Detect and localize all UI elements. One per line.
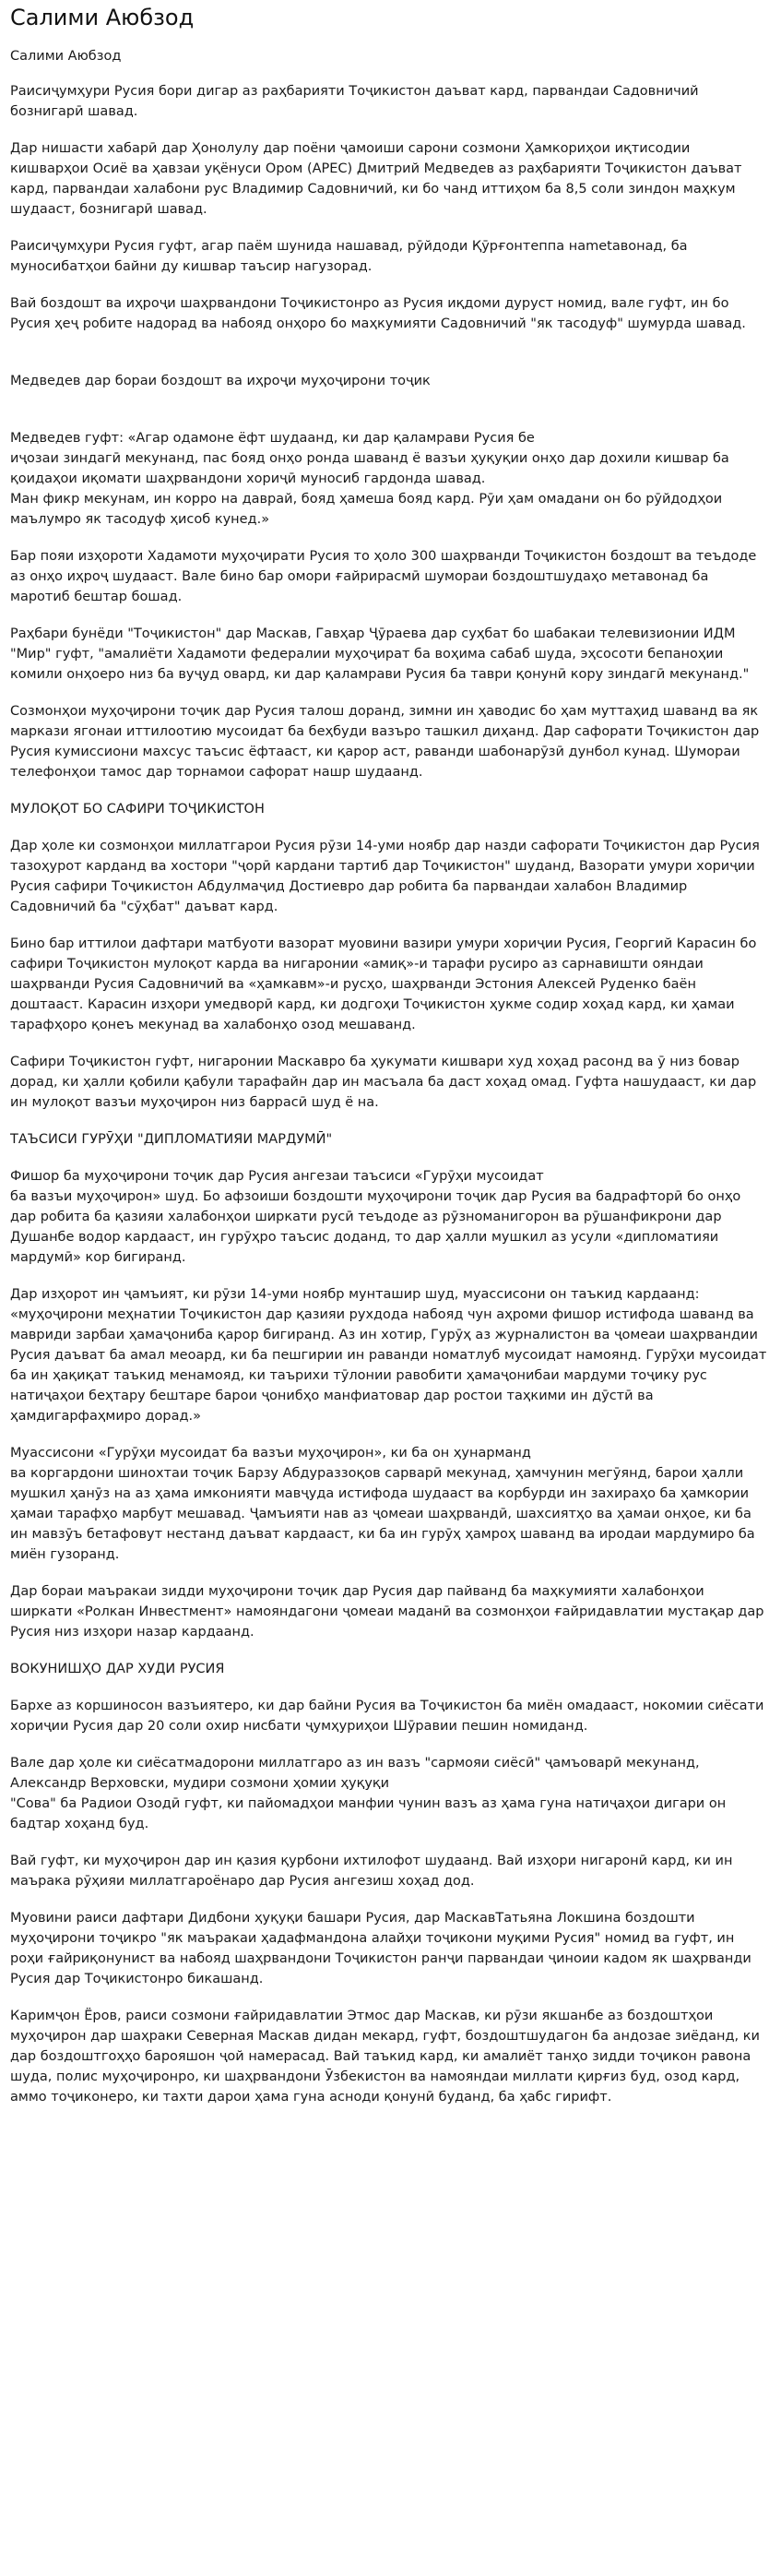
paragraph: Бино бар иттилои дафтари матбуоти вазорат муовини вазири умури хориҷии Русия, Георгий Карасин бо сафири Тоҷикистон мулоқот карда ва нигаронии «амиқ»-и тарафи русиро аз сарнавишти ояндаи шаҳрванди Русия Садовничий ва «ҳамкавм»-и русҳо, шаҳрванди Эстония Алексей Руденко баён доштааст. Карасин изҳори умедворӣ кард, ки додгоҳи Тоҷикистон ҳукме содир хоҳад кард, ки ҳамаи тарафҳоро қонеъ мекунад ва халабонҳо озод мешаванд. [10,936,757,1032]
spacer [10,408,770,428]
paragraph: Вай боздошт ва иҳроҷи шаҳрвандони Тоҷикистонро аз Русия иқдоми дуруст номид, вале гуфт, ин бо Русия ҳеҷ робите надорад ва набояд онҳоро бо маҳкумияти Садовничий "як тасодуф" шумурда шавад. [10,296,746,331]
paragraph: Вай гуфт, ки муҳоҷирон дар ин қазия қурбони ихтилофот шудаанд. Вай изҳори нигаронӣ кард, ки ин маъракa рӯҳияи миллатгароёнаро дар Русия ангезиш хоҳад дод. [10,1854,733,1889]
paragraph: Дар бораи маъракаи зидди муҳоҷирони тоҷик дар Русия дар пайванд ба маҳкумияти халабонҳои ширкати «Ролкан Инвестмент» намояндагони ҷомеаи маданӣ ва созмонҳои ғайридавлатии мустақар дар Русия низ изҳори назар кардаанд. [10,1584,764,1640]
paragraph: Раисиҷумҳури Русия гуфт, агар паём шунида нашавад, рӯйдоди Қӯрғонтеппа нametавонад, ба муносибатҳои байни ду кишвар таъсир нагузорад. [10,239,688,274]
author-byline: Салими Аюбзод [10,49,122,64]
section-heading: ВОКУНИШҲО ДАР ХУДИ РУСИЯ [10,1662,225,1676]
paragraph: Фишор ба муҳоҷирони тоҷик дар Русия ангезаи таъсиси «Гурӯҳи мусоидат ба вазъи муҳоҷирон» шуд. Бо афзоиши боздошти муҳоҷирони тоҷик дар Русия ва бадрафторӣ бо онҳо дар робита ба қазияи халабонҳои ширкати русӣ теъдоде аз рӯзноманигорон ва рӯшанфикрони дар Душанбе водор кардааст, ин гурӯҳро таъсис доданд, то дар ҳалли мушкил аз усули «дипломатияи мардумӣ» кор бигиранд. [10,1169,741,1265]
article-body [10,81,770,2107]
paragraph: Вале дар ҳоле ки сиёсатмадорони миллатгаро аз ин вазъ "сармояи сиёсӣ" ҷамъоварӣ мекунанд, Александр Верховски, мудири созмони ҳомии ҳуқуқи "Сова" ба Радиои Озодӣ гуфт, ки пайомадҳои манфии чунин вазъ аз ҳама гуна натиҷаҳои дигари он бадтар хоҳанд буд. [10,1756,727,1831]
section-heading: ТАЪСИСИ ГУРӮҲИ "ДИПЛОМАТИЯИ МАРДУМӢ" [10,1132,333,1147]
paragraph: Раисиҷумҳури Русия бори дигар аз раҳбарияти Тоҷикистон даъват кард, парвандаи Садовничий бознигарӣ шавад. [10,84,699,119]
page-title: Салими Аюбзод [10,5,195,30]
paragraph: Сафири Тоҷикистон гуфт, нигаронии Маскавро ба ҳукумати кишвари худ хоҳад расонд ва ӯ низ бовар дорад, ки ҳалли қобили қабули тарафайн дар ин масъала ба даст хоҳад омад. Гуфта нашудааст, ки дар ин мулоқот вазъи муҳоҷирон низ баррасӣ шуд ё на. [10,1055,757,1110]
paragraph: Дар нишасти хабарӣ дар Ҳонолулу дар поёни ҷамоиши сарони созмони Ҳамкориҳои иқтисодии кишварҳои Осиё ва ҳавзаи уқёнуси Ором (АРЕС) Дмитрий Медведев аз раҳбарияти Тоҷикистон даъват кард, парвандаи халабони рус Владимир Садовничий, ки бо чанд иттиҳом ба 8,5 соли зиндон маҳкум шудааст, бознигарӣ шавад. [10,141,742,217]
paragraph: Каримҷон Ёров, раиси созмони ғайридавлатии Этмос дар Маскав, ки рӯзи якшанбе аз боздоштҳои муҳоҷирон дар шаҳраки Северная Маскав дидан мекард, гуфт, боздоштшудагон ба андозае зиёданд, ки дар боздоштгоҳҳо барояшон ҷой намерасад. Вай таъкид кард, ки амалиёт танҳо зидди тоҷикон равона шуда, полис муҳоҷиронро, ки шаҳрвандони Ӯзбекистон ва намояндаи миллати қирғиз буд, озод кард, аммо тоҷиконеро, ки тахти дарои ҳама гуна асноди қонунӣ буданд, ба ҳабс гирифт. [10,2009,760,2105]
spacer [10,351,770,371]
paragraph: Муассисони «Гурӯҳи мусоидат ба вазъи муҳоҷирон», ки ба он ҳунарманд ва коргардони шинохтаи тоҷик Барзу Абдураззоқов сарварӣ мекунад, ҳамчунин мегӯянд, барои ҳалли мушкил ҳанӯз на аз ҳама имконияти мавҷуда истифода шудааст ва корбурди ин захираҳо ба ҳамкории ҳамаи тарафҳо марбут мешавад. Ҷамъияти нав аз ҷомеаи шаҳрвандӣ, шахсиятҳо ва ҳамаи онҳое, ки ба ин мавзӯъ бетафовут нестанд даъват кардааст, ки ба ин гурӯҳ ҳамроҳ шаванд ва иродаи мардумиро ба миён гузоранд. [10,1446,755,1562]
paragraph: Дар изҳорот ин ҷамъият, ки рӯзи 14-уми ноябр мунташир шуд, муассисони он таъкид кардаанд: «муҳоҷирони меҳнатии Тоҷикистон дар қазияи рухдода набояд чун аҳроми фишор истифода шаванд ва мавриди зарбаи ҳамаҷониба қарор бигиранд. Аз ин хотир, Гурӯҳ аз журналистон ва ҷомеаи шаҳрвандии Русия даъват ба амал меоард, ки ба пешгирии ин раванди номатлуб мусоидат намоянд. Гурӯҳи мусоидат ба ин ҳақиқат таъкид менамояд, ки таърихи тӯлонии равобити ҳамаҷонибаи мардуми тоҷику рус натиҷаҳои беҳтару бештаре барои ҷонибҳо манфиатовар дар ростои таҳкими ин дӯстӣ ва ҳамдигарфаҳмиро дорад.» [10,1287,767,1424]
paragraph: Медведев гуфт: «Агар одамоне ёфт шудаанд, ки дар қаламрави Русия бе иҷозаи зиндагӣ мекунанд, пас бояд онҳо ронда шаванд ё вазъи ҳуқуқии онҳо дар дохили кишвар ба қоидаҳои иқомати шаҳрвандони хориҷӣ муносиб гардонда шавад. Ман фикр мекунам, ин корро на даврай, бояд ҳамеша бояд кард. Рӯи ҳам омадани он бо рӯйдодҳои маълумро як тасодуф ҳисоб кунед.» [10,431,729,527]
paragraph: Раҳбари бунёди "Тоҷикистон" дар Маскав, Гавҳар Ҷӯраева дар суҳбат бо шабакаи телевизионии ИДМ "Мир" гуфт, "амалиёти Хадамоти федералии муҳоҷират ба воҳима сабаб шуда, эҳсосоти бепаноҳии комили онҳоеро низ ба вуҷуд овард, ки дар қаламрави Русия ба таври қонунӣ кору зиндагӣ мекунанд." [10,626,750,682]
section-heading: МУЛОҚОТ БО САФИРИ ТОҶИКИСТОН [10,802,265,817]
paragraph: Бархе аз коршиносон вазъиятеро, ки дар байни Русия ва Тоҷикистон ба миён омадааст, нокомии сиёсати хориҷии Русия дар 20 соли охир нисбати ҷумҳуриҳои Шӯравии пешин номиданд. [10,1699,764,1734]
paragraph: Созмонҳои муҳоҷирони тоҷик дар Русия талош доранд, зимни ин ҳаводис бо ҳам муттаҳид шаванд ва як маркази ягонаи иттилоотию мусоидат ба беҳбуди вазъро ташкил диҳанд. Дар сафорати Тоҷикистон дар Русия кумиссиони махсус таъсис ёфтааст, ки қарор аст, раванди шабонарӯзӣ дунбол кунад. Шумораи телефонҳои тамос дар торнамои сафорат нашр шудаанд. [10,704,760,780]
paragraph: Медведев дар бораи боздошт ва иҳроҷи муҳоҷирони тоҷик [10,374,431,388]
paragraph: Дар ҳоле ки созмонҳои миллатгарои Русия рӯзи 14-уми ноябр дар назди сафорати Тоҷикистон дар Русия тазоҳурот карданд ва хостори "ҷорӣ кардани тартиб дар Тоҷикистон" шуданд, Вазорати умури хориҷии Русия сафири Тоҷикистон Абдулмаҷид Достиевро дар робита ба парвандаи халабон Владимир Садовничий ба "сӯҳбат" даъват кард. [10,839,760,914]
paragraph: Бар пояи изҳороти Хадамоти муҳоҷирати Русия то ҳоло 300 шаҳрванди Тоҷикистон боздошт ва теъдоде аз онҳо иҳроҷ шудааст. Вале бино бар омори ғайрирасмӣ шумораи боздоштшудаҳо метавонад ба маротиб бештар бошад. [10,549,757,604]
paragraph: Муовини раиси дафтари Дидбони ҳуқуқи башари Русия, дар МаскавТатьяна Локшина боздошти муҳоҷирони тоҷикро "як маъракаи ҳадафмандона алайҳи тоҷикони муқими Русия" номид ва гуфт, ин роҳи ғайриқонунист ва набояд шаҳрвандони Тоҷикистон ранҷи парвандаи ҷиноии кадом як шаҳрванди Русия дар Тоҷикистонро бикашанд. [10,1911,751,1986]
